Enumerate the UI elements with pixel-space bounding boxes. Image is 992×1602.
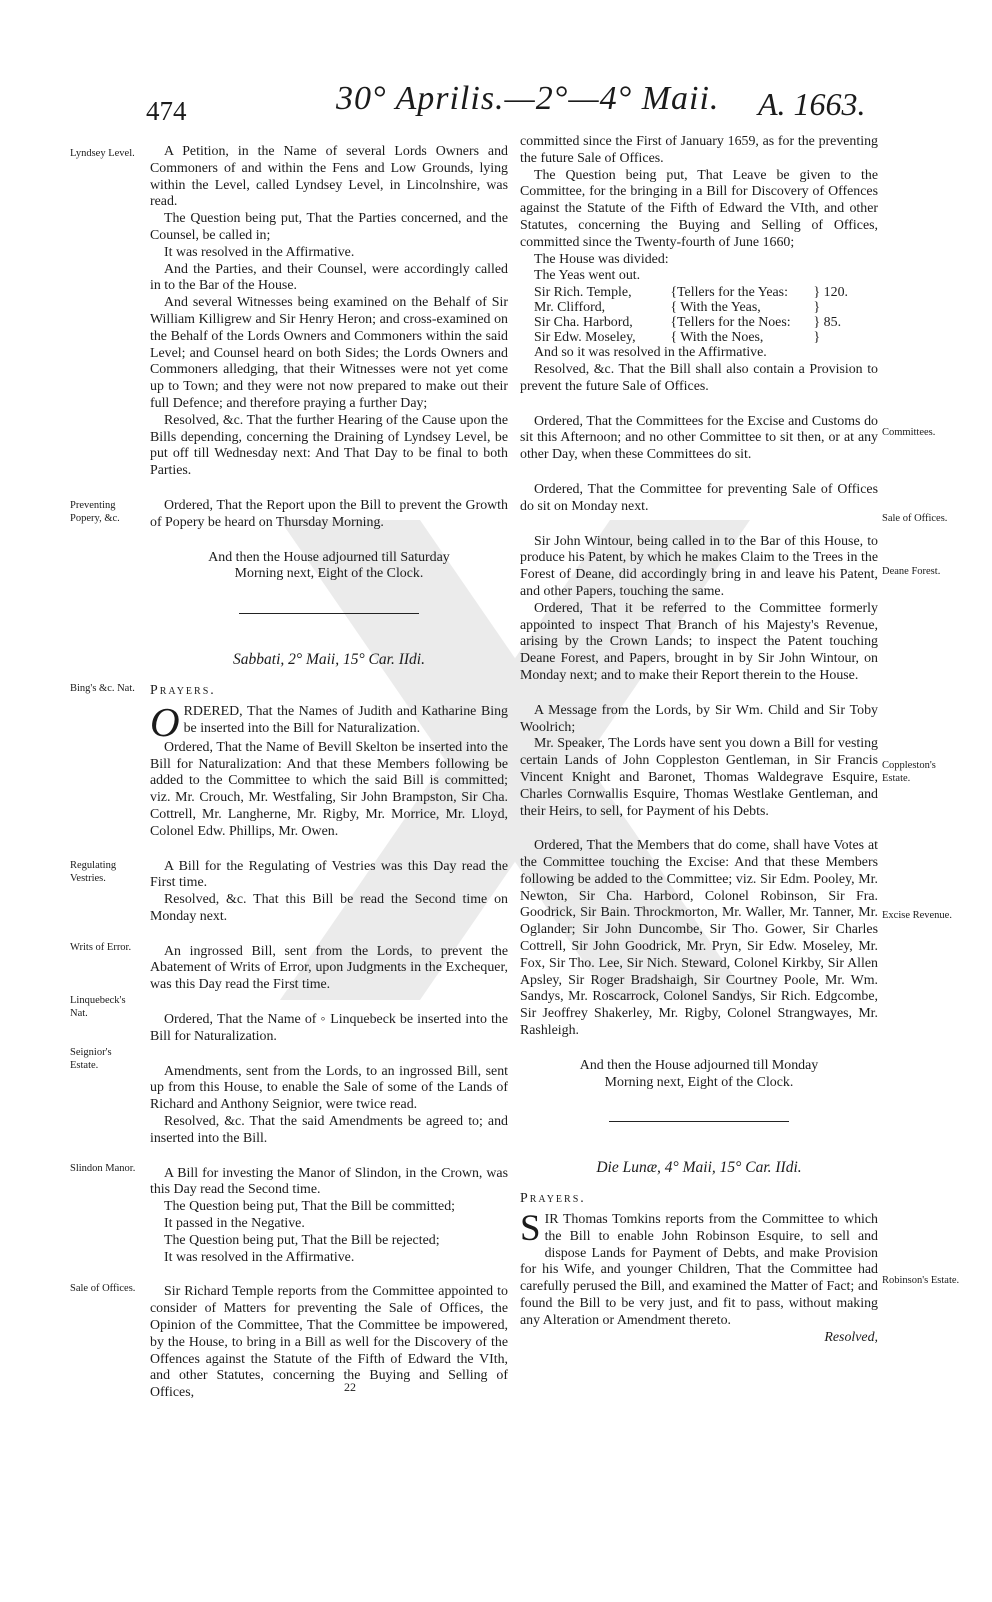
writs-entry	[150, 944, 508, 994]
lords-message-entry	[520, 703, 878, 821]
paragraph: And several Witnesses being examined on the Behalf of Sir William Killigrew and Sir Henry Heron; and cross-examined on the Behalf of the Lords Owners and Commoners within the said Level; and Counsel heard on both Sides; the Lords Owners and Commoners alledging, that their Witnesses were not yet come up to Town; and they were not now prepared to make out their full Defence; and therefore praying a further Day;	[150, 295, 508, 411]
paragraph: A Bill for the Regulating of Vestries was this Day read the First time.	[150, 858, 508, 891]
paragraph: Sir Richard Temple reports from the Committee appointed to consider of Matters for preventing the Sale of Offices, the Opinion of the Committee, That the Committee be impowered, by the House, to bring in a Bill as well for the Discovery of the Offences against the Statute of the Fifth of Edward the VIth, and other Statutes, concerning the Buying and Selling of Offices,	[150, 1284, 508, 1401]
drop-cap: O	[150, 698, 180, 745]
left-column	[150, 144, 508, 1402]
paragraph: Sir John Wintour, being called in to the Bar of this House, to produce his Patent, by which he makes Claim to the Trees in the Forest of Deane, did accordingly bring in and leave his Patent, and other Papers, touching the same.	[520, 533, 878, 599]
division-count: } 120.	[813, 285, 848, 301]
margin-note-excise: Excise Revenue.	[882, 910, 952, 921]
paragraph: Resolved, &c. That the said Amendments be agreed to; and inserted into the Bill.	[150, 1114, 508, 1146]
adjournment: And then the House adjourned till Monday Morning next, Eight of the Clock.	[579, 1057, 819, 1090]
deane-forest-entry	[520, 534, 878, 685]
slindon-entry	[150, 1166, 508, 1267]
day-heading: Die Lunæ, 4° Maii, 15° Car. IIdi.	[596, 1159, 802, 1177]
paragraph: RDERED, That the Names of Judith and Katharine Bing be inserted into the Bill for Naturalization.	[183, 703, 508, 736]
paragraph: It was resolved in the Affirmative.	[164, 244, 355, 260]
paragraph: It passed in the Negative.	[164, 1216, 305, 1232]
division-count: }	[813, 300, 821, 316]
margin-note-sale-of-offices: Sale of Offices.	[70, 1283, 136, 1294]
margin-note-lyndsey: Lyndsey Level.	[70, 148, 135, 159]
paragraph: Ordered, That the Name of ◦ Linquebeck be inserted into the Bill for Naturalization.	[150, 1012, 508, 1044]
division-count: }	[813, 330, 821, 346]
margin-note-deane-forest: Deane Forest.	[882, 566, 941, 577]
paragraph: The Question being put, That the Bill be committed;	[164, 1199, 456, 1215]
paragraph: A Bill for investing the Manor of Slindon, in the Crown, was this Day read the Second time.	[150, 1165, 508, 1198]
margin-note-robinson: Robinson's Estate.	[882, 1275, 960, 1286]
paragraph: The Question being put, That Leave be given to the Committee, for the bringing in a Bill for Discovery of Offences against the Statute of the Fifth of Edward the VIth, and other Statutes, concerning the Buying and Selling of Offices, committed since the Twenty-fourth of June 1660;	[520, 167, 878, 250]
paragraph: It was resolved in the Affirmative.	[164, 1249, 355, 1265]
bing-entry	[150, 698, 508, 841]
margin-note-committees: Committees.	[882, 427, 936, 438]
linquebeck-entry	[150, 1012, 508, 1046]
page-number: 474	[146, 96, 187, 126]
vestries-entry	[150, 859, 508, 926]
division-row	[520, 285, 878, 300]
catchword: Resolved,	[824, 1329, 878, 1345]
teller-role: { With the Yeas,	[670, 300, 761, 316]
section-rule	[239, 613, 419, 614]
division-row	[520, 330, 878, 345]
paragraph: IR Thomas Tomkins reports from the Committee to which the Bill to enable John Robinson Esquire, to sell and dispose Lands for Payment of Debts, and make Provision for his Wife, and younger Children, That the Committee had carefully perused the Bill, and examined the Matter of Fact; and found the Bill to be very just, and fit to pass, without making any Alteration or Amendment thereto.	[520, 1212, 878, 1328]
paragraph: The Question being put, That the Bill be rejected;	[164, 1232, 440, 1248]
paragraph: And so it was resolved in the Affirmative.	[534, 345, 767, 361]
paragraph: The Question being put, That the Parties concerned, and the Counsel, be called in;	[150, 211, 508, 243]
margin-note-writs: Writs of Error.	[70, 942, 132, 953]
sale-offices-entry	[150, 1284, 508, 1402]
teller-role: {Tellers for the Yeas:	[670, 285, 788, 301]
teller-role: { With the Noes,	[670, 330, 764, 346]
teller-name: Sir Cha. Harbord,	[534, 315, 633, 331]
drop-cap: S	[520, 1208, 541, 1250]
excise-entry	[520, 838, 878, 1040]
paragraph: Mr. Speaker, The Lords have sent you down a Bill for vesting certain Lands of John Coppleston Gentleman, in Sir Francis Vincent Knight and Baronet, Thomas Waldegrave Esquire, Charles Cornwallis Esquire, Thomas Westlake Gentleman, and their Heirs, to sell, for Payment of his Debts.	[520, 736, 878, 819]
adjournment: And then the House adjourned till Saturday Morning next, Eight of the Clock.	[208, 549, 450, 582]
paragraph: Resolved, &c. That the Bill shall also contain a Provision to prevent the future Sale of Offices.	[520, 361, 878, 394]
sale-offices-order	[520, 482, 878, 516]
paragraph: The Yeas went out.	[534, 268, 641, 284]
margin-note-sale-offices-right: Sale of Offices.	[882, 513, 948, 524]
signature-mark: 22	[344, 1380, 356, 1394]
paragraph: Ordered, That the Members that do come, shall have Votes at the Committee touching the Excise: And that these Members following be added to the Committee; viz. Sir Edm. Pooley, Mr. Newton, Sir Cha. Harbord, Colonel Robinson, Sir Fra. Goodrick, Sir Bain. Throckmorton, Mr. Waller, Mr. Tanner, Mr. Oglander; Sir John Duncombe, Sir Tho. Gower, Sir Charles Cottrell, Sir John Goodrick, Mr. Pryn, Sir Edw. Moseley, Mr. Fox, Sir Tho. Lee, Sir Nich. Steward, Colonel Kirkby, Sir Allen Apsley, Sir Roger Bradshaigh, Sir Courtney Poole, Mr. Wm. Sandys, Mr. Roscarrock, Colonel Sandys, Sir Rich. Edgcombe, Sir Jeoffrey Shakerley, Mr. Rigby, Colonel Strangwayes, Mr. Rashleigh.	[520, 838, 878, 1039]
paragraph: Ordered, That the Report upon the Bill to prevent the Growth of Popery be heard on Thursday Morning.	[150, 497, 508, 530]
paragraph: Ordered, That the Committee for preventing Sale of Offices do sit on Monday next.	[520, 481, 878, 514]
paragraph: Ordered, That the Committees for the Excise and Customs do sit this Afternoon; and no other Committee to sit then, or at any other Day, when these Committees do sit.	[520, 413, 878, 463]
division-table	[520, 285, 878, 345]
committees-entry	[520, 414, 878, 464]
popery-entry	[150, 498, 508, 532]
margin-note-bing: Bing's &c. Nat.	[70, 683, 135, 694]
paragraph: An ingrossed Bill, sent from the Lords, to prevent the Abatement of Writs of Error, upon Judgments in the Exchequer, was this Day read the First time.	[150, 943, 508, 993]
paragraph: Resolved, &c. That this Bill be read the Second time on Monday next.	[150, 892, 508, 924]
margin-note-linquebeck: Linquebeck's Nat.	[70, 995, 126, 1019]
paragraph: Ordered, That it be referred to the Committee formerly appointed to inspect That Branch of his Majesty's Revenue, arising by the Crown Lands; to inspect the Patent touching Deane Forest, and Papers, brought in by Sir John Wintour, on Monday next; and to make their Report therein to the House.	[520, 600, 878, 683]
prayers-heading: Prayers.	[150, 682, 216, 698]
page-year: A. 1663.	[758, 86, 866, 122]
robinson-entry	[520, 1208, 878, 1346]
margin-note-seignior: Seignior's Estate.	[70, 1047, 112, 1071]
division-row	[520, 300, 878, 315]
paragraph: Resolved, &c. That the further Hearing of the Cause upon the Bills depending, concerning the Draining of Lyndsey Level, be put off till Wednesday next: And That Day to be final to both Parties.	[150, 412, 508, 479]
section-rule	[609, 1121, 789, 1122]
prayers-heading: Prayers.	[520, 1191, 586, 1207]
division-row	[520, 315, 878, 330]
division-count: } 85.	[813, 315, 842, 331]
lyndsey-entry	[150, 144, 508, 480]
division-entry	[520, 134, 878, 396]
paragraph: And the Parties, and their Counsel, were accordingly called in to the Bar of the House.	[150, 261, 508, 294]
paragraph: committed since the First of January 1659, as for the preventing the future Sale of Offices.	[520, 134, 878, 166]
seignior-entry	[150, 1064, 508, 1148]
paragraph: A Petition, in the Name of several Lords Owners and Commoners of and within the Fens and Low Grounds, lying within the Level, called Lyndsey Level, in Lincolnshire, was read.	[150, 144, 508, 210]
teller-role: {Tellers for the Noes:	[670, 315, 791, 331]
page-date-heading: 30° Aprilis.—2°—4° Maii.	[336, 80, 720, 117]
day-heading: Sabbati, 2° Maii, 15° Car. IIdi.	[233, 651, 425, 669]
paragraph: The House was divided:	[534, 251, 669, 267]
margin-note-coppleston: Coppleston's Estate.	[882, 760, 936, 784]
margin-note-vestries: Regulating Vestries.	[70, 860, 117, 884]
margin-note-slindon: Slindon Manor.	[70, 1163, 136, 1174]
teller-name: Mr. Clifford,	[534, 300, 606, 316]
right-column	[520, 134, 878, 1346]
paragraph: Amendments, sent from the Lords, to an ingrossed Bill, sent up from this House, to enable the Sale of some of the Lands of Richard and Anthony Seignior, were twice read.	[150, 1063, 508, 1113]
margin-note-popery: Preventing Popery, &c.	[70, 500, 120, 524]
teller-name: Sir Rich. Temple,	[534, 285, 632, 301]
paragraph: Ordered, That the Name of Bevill Skelton be inserted into the Bill for Naturalization: And that these Members following be added to the Committee to which the said Bill is committed; viz. Mr. Crouch, Mr. Westfaling, Sir John Brampston, Sir Cha. Cottrell, Mr. Langherne, Mr. Rigby, Mr. Morrice, Mr. Lloyd, Colonel Edw. Phillips, Mr. Owen.	[150, 739, 508, 839]
teller-name: Sir Edw. Moseley,	[534, 330, 636, 346]
paragraph: A Message from the Lords, by Sir Wm. Child and Sir Toby Woolrich;	[520, 702, 878, 735]
